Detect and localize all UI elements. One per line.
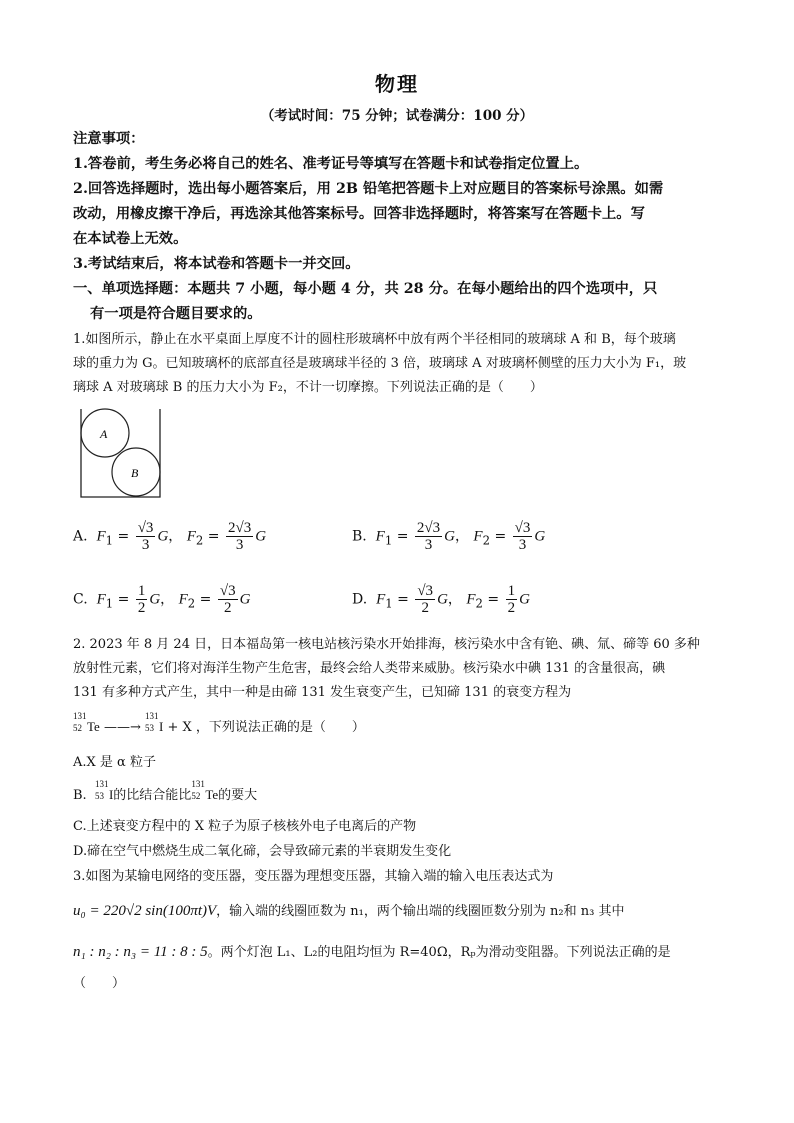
q2-equation-line: 131 52 Te ——→ 131 53 I + X ，下列说法正确的是（ ） [73,711,365,735]
decay-equation: 131 52 Te ——→ 131 53 I + X [73,711,196,735]
q1-text-1: 1.如图所示，静止在水平桌面上厚度不计的圆柱形玻璃杯中放有两个半径相同的玻璃球 A 和 B，每个玻璃 [73,332,676,347]
q1-figure [76,407,164,501]
turns-ratio: n₁ : n₂ : n₃ = 11 : 8 : 5 [73,944,208,960]
q2-option-b[interactable]: B. 131 53 I的比结合能比 131 52 Te的要大 [73,779,258,803]
q3-answer-bracket: （ ） [73,976,126,991]
q2-text-3: 131 有多种方式产生，其中一种是由碲 131 发生衰变产生，已知碲 131 的衰变方程为 [73,685,572,700]
q2-option-a[interactable]: A.X 是 α 粒子 [73,755,156,770]
exam-info: （考试时间：75 分钟；试卷满分：100 分） [260,108,534,124]
page-title: 物理 [375,72,419,96]
notice-item-2-cont: 改动，用橡皮擦干净后，再选涂其他答案标号。回答非选择题时，将答案写在答题卡上。写 [73,206,645,222]
section-heading: 一、单项选择题：本题共 7 小题，每小题 4 分，共 28 分。在每小题给出的四个选项中，只 [73,281,658,297]
notice-heading: 注意事项： [73,131,145,147]
q2-option-d[interactable]: D.碲在空气中燃烧生成二氧化碲，会导致碲元素的半衰期发生变化 [73,844,452,859]
q2-text-2: 放射性元素，它们将对海洋生物产生危害，最终会给人类带来威胁。核污染水中碘 131 的含量很高，碘 [73,661,666,676]
q3-text-3: n₁ : n₂ : n₃ = 11 : 8 : 5。两个灯泡 L₁、L₂的电阻均恒为 R=40Ω，Rₚ为滑动变阻器。下列说法正确的是 [73,944,671,960]
q1-option-d[interactable]: D. $F_1$ = $\frac{√3}{2}$ G， $F_2$ = $\frac{1}{2}$ G [352,583,530,616]
q1-option-b[interactable]: B. $F_1$ = $\frac{2√3}{3}$ G， $F_2$ = $\frac{√3}{3}$ G [352,520,546,553]
section-heading-cont: 有一项是符合题目要求的。 [90,306,262,322]
q2-option-c[interactable]: C.上述衰变方程中的 X 粒子为原子核核外电子电离后的产物 [73,819,417,834]
q1-option-c[interactable]: C. $F_1$ = $\frac{1}{2}$ G， $F_2$ = $\frac{√3}{2}$ G [73,583,251,616]
q3-text-1: 3.如图为某输电网络的变压器，变压器为理想变压器，其输入端的输入电压表达式为 [73,869,554,884]
notice-item-3: 3.考试结束后，将本试卷和答题卡一并交回。 [73,256,360,272]
q1-text-3: 璃球 A 对玻璃球 B 的压力大小为 F₂，不计一切摩擦。下列说法正确的是（ ） [73,380,543,395]
q1-option-a[interactable]: A. $F_1$ = $\frac{√3}{3}$ G， $F_2$ = $\frac{2√3}{3}$ G [73,520,267,553]
ball-a-label: A [100,427,108,441]
notice-item-2-cont2: 在本试卷上无效。 [73,231,188,247]
notice-item-2: 2.回答选择题时，选出每小题答案后，用 2B 铅笔把答题卡上对应题目的答案标号涂黑。如需 [73,181,664,197]
q1-text-2: 球的重力为 G。已知玻璃杯的底部直径是玻璃球半径的 3 倍，玻璃球 A 对玻璃杯侧壁的压力大小为 F₁，玻 [73,356,687,371]
voltage-formula: u₀ = 220√2 sin(100πt)V [73,903,217,919]
notice-item-1: 1.答卷前，考生务必将自己的姓名、准考证号等填写在答题卡和试卷指定位置上。 [73,156,589,172]
q2-text-1: 2. 2023 年 8 月 24 日，日本福岛第一核电站核污染水开始排海，核污染水中含有铯、碘、氚、碲等 60 多种 [73,637,700,652]
q3-text-2: u₀ = 220√2 sin(100πt)V，输入端的线圈匝数为 n₁，两个输出端的线圈匝数分别为 n₂和 n₃ 其中 [73,903,625,919]
ball-b-label: B [131,466,139,480]
